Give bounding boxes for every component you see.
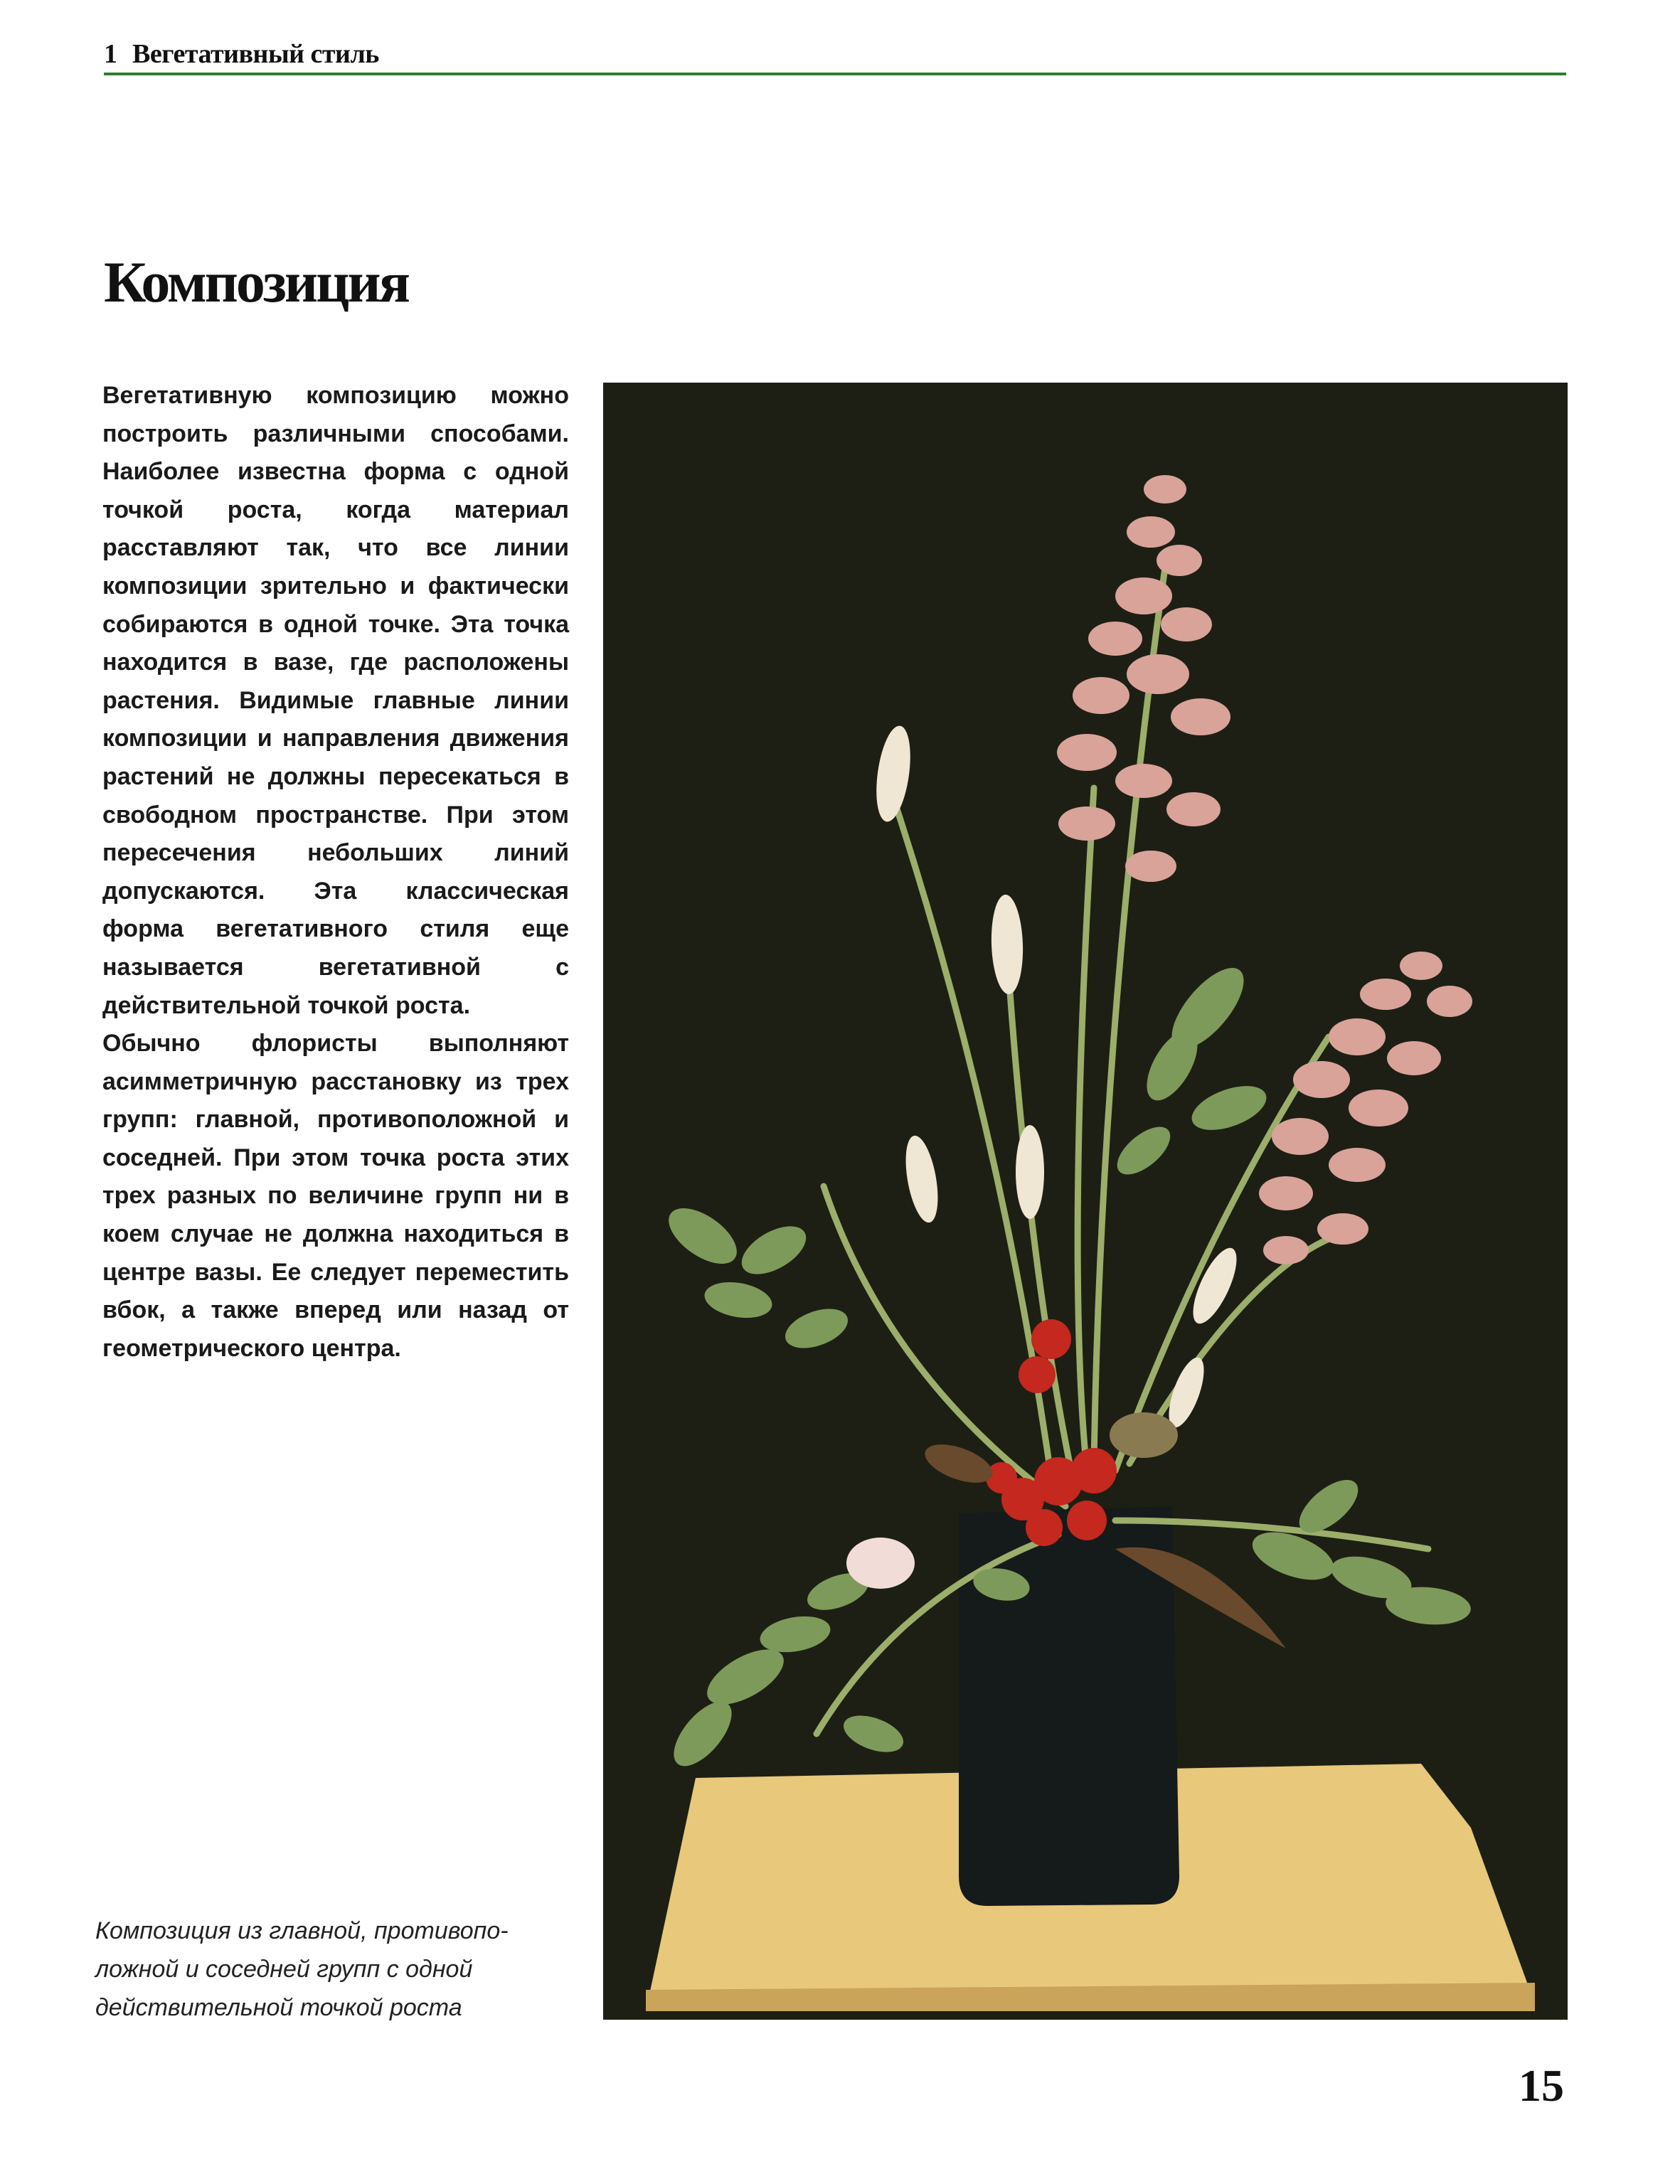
body-text	[102, 377, 569, 1368]
running-header	[104, 37, 1566, 75]
paragraph-1: Вегетативную композицию можно построить различными способами. Наиболее известна форма с одной точкой роста, когда материал расставляют так, что все линии композиции зрительно и фактически собираются в одной точке. Эта точка находится в вазе, где расположены растения. Видимые главные линии композиции и направления движения растений не должны пересекаться в свободном пространстве. При этом пересечения небольших линий допускаются. Эта классическая форма вегетативного стиля еще называется вегетативной с действительной точкой роста.	[102, 382, 569, 1019]
caption-line-1: Композиция из главной, противопо-	[95, 1917, 509, 1944]
chapter-number: 1	[104, 39, 117, 69]
section-title: Композиция	[104, 250, 408, 314]
photo-caption	[95, 1912, 579, 2027]
arrangement-photo	[603, 383, 1568, 2020]
chapter-title: Вегетативный стиль	[132, 39, 379, 69]
caption-line-2: ложной и соседней групп с одной	[95, 1956, 473, 1983]
paragraph-2: Обычно флористы выполняют асимметричную расстановку из трех групп: главной, противоположной и соседней. При этом точка роста этих трех разных по величине групп ни в коем случае не должна находиться в центре вазы. Ее следует переместить вбок, а также вперед или назад от геометрического центра.	[102, 1030, 569, 1362]
caption-line-3: действительной точкой роста	[95, 1994, 462, 2021]
page-number: 15	[1519, 2060, 1564, 2111]
arrangement-illustration	[603, 383, 1568, 2020]
